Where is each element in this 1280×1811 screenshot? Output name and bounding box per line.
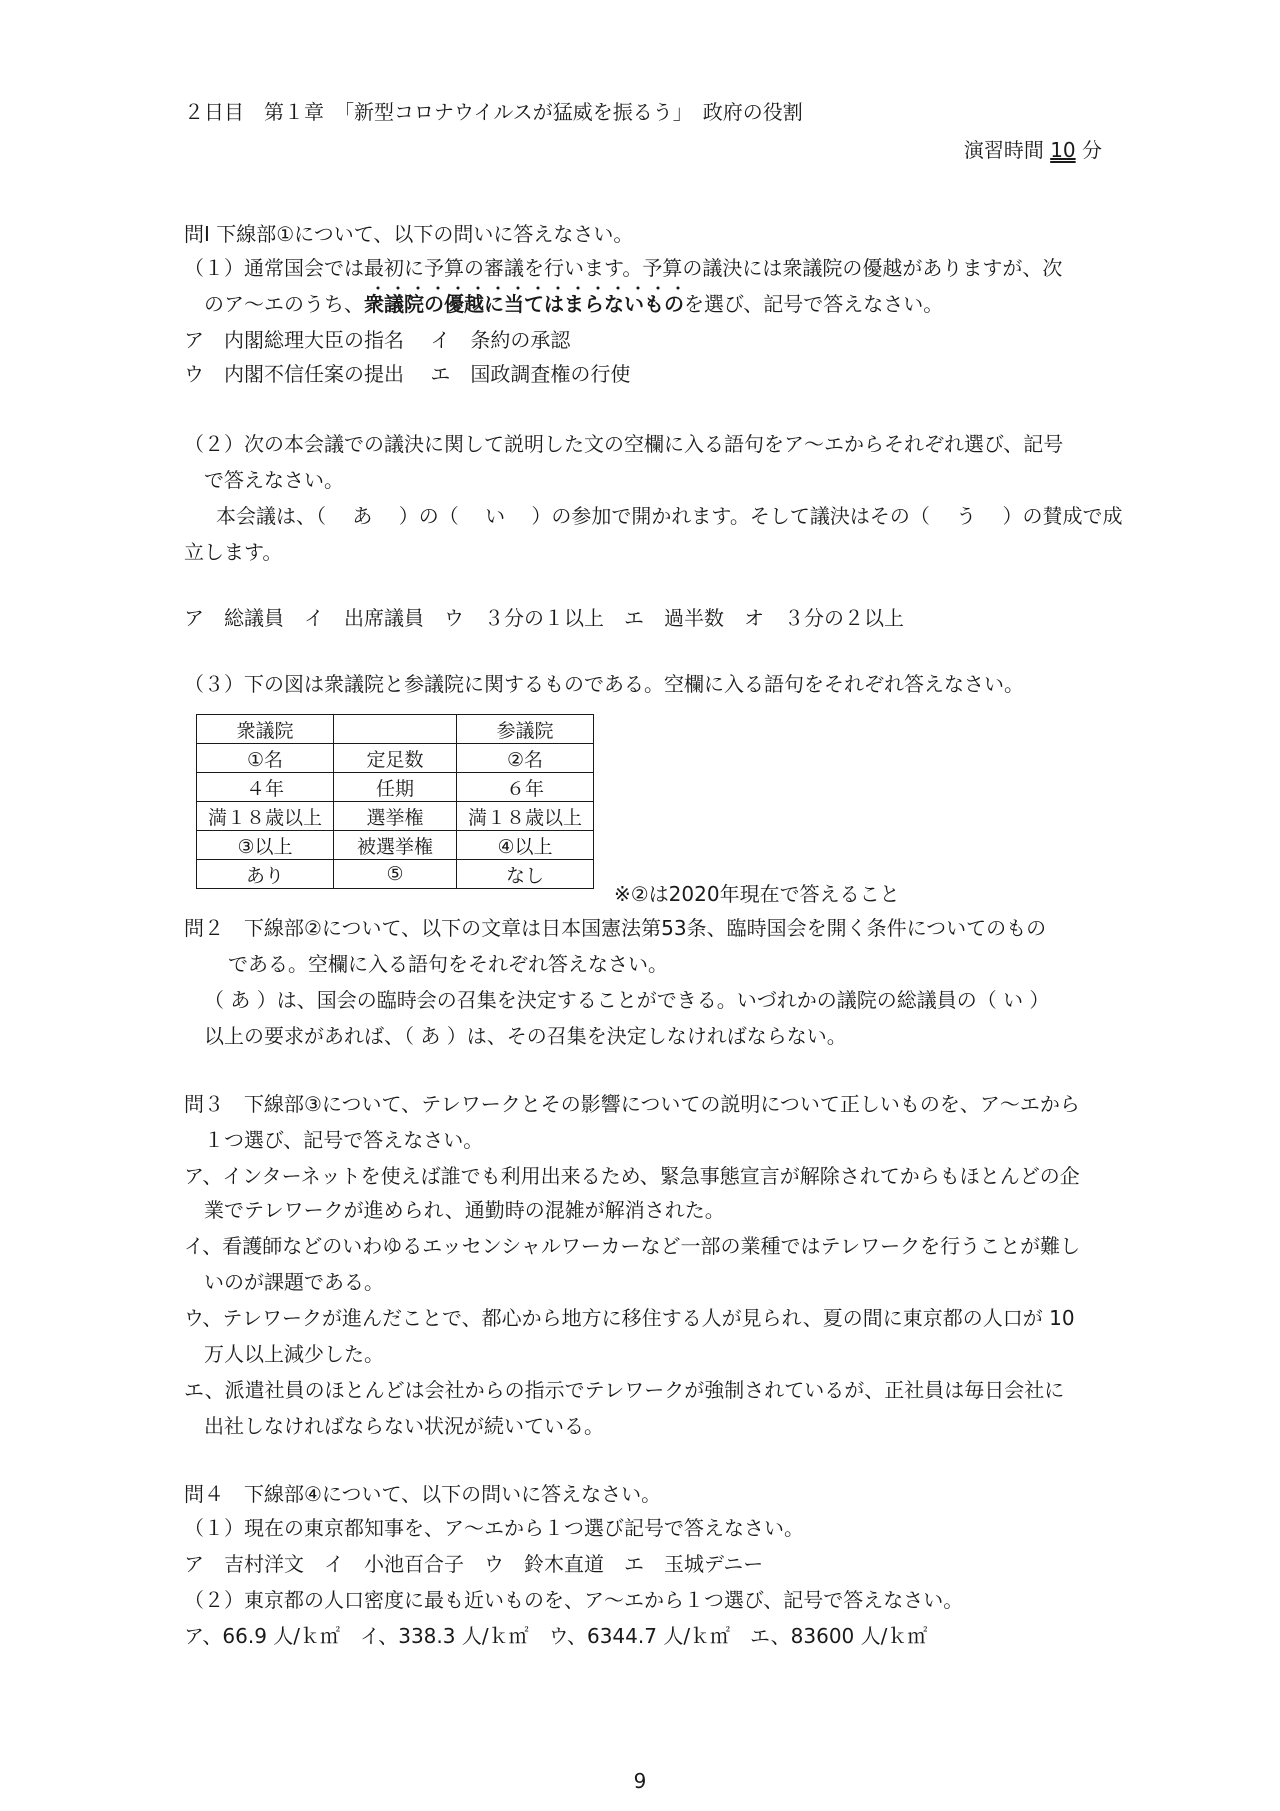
q3-option-b-line1: イ、看護師などのいわゆるエッセンシャルワーカーなど一部の業種ではテレワークを行うことが難し	[184, 1234, 1081, 1258]
q3-option-d-line1: エ、派遣社員のほとんどは会社からの指示でテレワークが強制されているが、正社員は毎日会社に	[184, 1378, 1065, 1402]
q2-line2: である。空欄に入る語句をそれぞれ答えなさい。	[228, 952, 668, 976]
table-cell: あり	[197, 860, 334, 889]
q2-line4: 以上の要求があれば、（ あ ）は、その召集を決定しなければならない。	[204, 1024, 847, 1048]
q4-part2-options: ア、66.9 人/ｋ㎡ イ、338.3 人/ｋ㎡ ウ、6344.7 人/ｋ㎡ エ、83600 人/ｋ㎡	[184, 1624, 928, 1648]
table-note: ※②は2020年現在で答えること	[614, 882, 900, 906]
table-cell: 満１８歳以上	[457, 802, 594, 831]
table-cell: 選挙権	[334, 802, 457, 831]
practice-time-unit: 分	[1075, 138, 1102, 162]
diet-comparison-table	[196, 714, 594, 889]
q1-part2-options: ア 総議員 イ 出席議員 ウ ３分の１以上 エ 過半数 オ ３分の２以上	[184, 606, 904, 630]
q3-line2: １つ選び、記号で答えなさい。	[204, 1128, 484, 1152]
table-cell	[334, 715, 457, 744]
table-cell: 定足数	[334, 744, 457, 773]
practice-time-label: 演習時間	[963, 138, 1051, 162]
q1-part2-line4: 立します。	[184, 540, 283, 564]
table-cell: 参議院	[457, 715, 594, 744]
q3-option-c-line2: 万人以上減少した。	[204, 1342, 384, 1366]
q4-part2: （２）東京都の人口密度に最も近いものを、ア～エから１つ選び、記号で答えなさい。	[184, 1588, 964, 1612]
q3-option-b-line2: いのが課題である。	[204, 1270, 384, 1294]
table-row	[197, 773, 594, 802]
table-cell: 任期	[334, 773, 457, 802]
q3-line1: 問３ 下線部③について、テレワークとその影響についての説明について正しいものを、ア～エから	[184, 1092, 1080, 1116]
q1-part1-emphasis: 衆議院の優越に当てはまらないもの	[364, 292, 684, 316]
table-row	[197, 744, 594, 773]
table-cell: 衆議院	[197, 715, 334, 744]
q1-part1-options-2: ウ 内閣不信任案の提出 エ 国政調査権の行使	[184, 362, 631, 386]
q1-part1-line2	[204, 290, 943, 318]
q1-part2-line1: （２）次の本会議での議決に関して説明した文の空欄に入る語句をア～エからそれぞれ選び、記号	[184, 432, 1064, 456]
q4-part1-options: ア 吉村洋文 イ 小池百合子 ウ 鈴木直道 エ 玉城デニー	[184, 1552, 764, 1576]
page-number: 9	[633, 1769, 647, 1793]
table-cell: ６年	[457, 773, 594, 802]
table-row	[197, 715, 594, 744]
q3-option-d-line2: 出社しなければならない状況が続いている。	[204, 1414, 604, 1438]
table-cell: ⑤	[334, 860, 457, 889]
q1-part3-line: （３）下の図は衆議院と参議院に関するものである。空欄に入る語句をそれぞれ答えなさい。	[184, 672, 1024, 696]
q4-heading: 問４ 下線部④について、以下の問いに答えなさい。	[184, 1482, 662, 1506]
practice-time-number: 10	[1050, 138, 1076, 162]
q1-part1-line1: （１）通常国会では最初に予算の審議を行います。予算の議決には衆議院の優越がありますが、次	[184, 256, 1063, 280]
practice-time	[964, 136, 1102, 164]
table-cell: なし	[457, 860, 594, 889]
table-row	[197, 802, 594, 831]
table-cell: ４年	[197, 773, 334, 802]
table-cell: 満１８歳以上	[197, 802, 334, 831]
q2-line1: 問２ 下線部②について、以下の文章は日本国憲法第53条、臨時国会を開く条件についてのもの	[184, 916, 1047, 940]
q1-part1-options-1: ア 内閣総理大臣の指名 イ 条約の承認	[184, 328, 571, 352]
table-cell: ①名	[197, 744, 334, 773]
q1-part2-line3: 本会議は、（ あ ）の（ い ）の参加で開かれます。そして議決はその（ う ）の賛成で成	[216, 504, 1123, 528]
q1-part1-line2-post: を選び、記号で答えなさい。	[684, 292, 944, 316]
q1-part2-line2: で答えなさい。	[204, 468, 344, 492]
q1-heading: 問Ⅰ 下線部①について、以下の問いに答えなさい。	[184, 222, 634, 246]
q3-option-a-line2: 業でテレワークが進められ、通勤時の混雑が解消された。	[204, 1198, 725, 1222]
table-cell: ③以上	[197, 831, 334, 860]
table-row	[197, 860, 594, 889]
q2-line3: （ あ ）は、国会の臨時会の召集を決定することができる。いづれかの議院の総議員の（ い ）	[204, 988, 1050, 1012]
q3-option-c-line1: ウ、テレワークが進んだことで、都心から地方に移住する人が見られ、夏の間に東京都の人口が 10	[184, 1306, 1075, 1330]
page-title: ２日目 第１章 「新型コロナウイルスが猛威を振るう」 政府の役割	[184, 100, 803, 124]
table-cell: ②名	[457, 744, 594, 773]
table-cell: 被選挙権	[334, 831, 457, 860]
q3-option-a-line1: ア、インターネットを使えば誰でも利用出来るため、緊急事態宣言が解除されてからもほとんどの企	[184, 1164, 1080, 1188]
table-row	[197, 831, 594, 860]
table-cell: ④以上	[457, 831, 594, 860]
q4-part1: （１）現在の東京都知事を、ア～エから１つ選び記号で答えなさい。	[184, 1516, 804, 1540]
q1-part1-line2-pre: のア～エのうち、	[204, 292, 364, 316]
